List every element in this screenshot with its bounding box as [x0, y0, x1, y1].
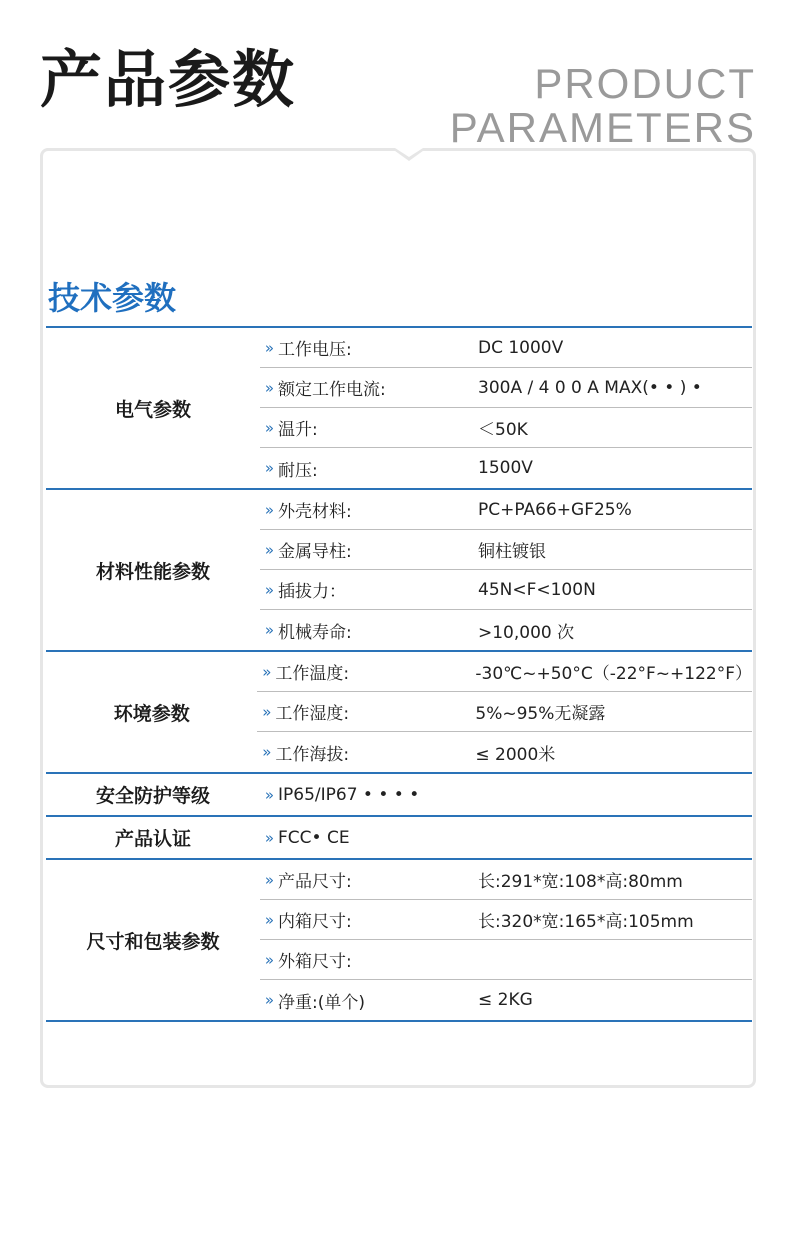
- spec-group: [46, 774, 752, 817]
- spec-row: [260, 610, 752, 650]
- spec-value: 5%~95%无凝露: [475, 704, 606, 724]
- spec-value: PC+PA66+GF25%: [478, 499, 632, 520]
- spec-group: [46, 328, 752, 490]
- spec-row: [260, 328, 752, 368]
- double-chevron-icon: »: [264, 459, 274, 477]
- spec-group-label: 环境参数: [113, 702, 190, 725]
- spec-row: [260, 900, 752, 940]
- double-chevron-icon: »: [264, 580, 274, 599]
- spec-group: [46, 490, 752, 652]
- spec-key: 温升:: [278, 420, 318, 440]
- page-title-english: [396, 62, 756, 148]
- spec-table: [46, 326, 752, 1022]
- spec-group-label: 材料性能参数: [95, 560, 210, 583]
- double-chevron-icon: »: [264, 870, 274, 889]
- spec-row: [257, 652, 752, 692]
- double-chevron-icon: »: [264, 338, 274, 357]
- spec-value: 铜柱镀银: [478, 542, 546, 562]
- spec-row: [260, 980, 752, 1020]
- double-chevron-icon: »: [264, 785, 274, 804]
- spec-key: 额定工作电流:: [278, 380, 386, 400]
- spec-row: [257, 692, 752, 732]
- spec-value: FCC• CE: [278, 827, 350, 848]
- spec-key: 插拔力：: [278, 582, 346, 602]
- spec-key: 外箱尺寸:: [278, 952, 352, 972]
- spec-value: -30℃~+50°C（-22°F~+122°F）: [475, 664, 752, 684]
- spec-value: IP65/IP67 • • • •: [278, 784, 420, 805]
- double-chevron-icon: »: [264, 828, 274, 847]
- spec-group-label: 安全防护等级: [95, 785, 210, 807]
- double-chevron-icon: »: [262, 702, 272, 721]
- spec-group: [46, 860, 752, 1022]
- spec-row: [260, 530, 752, 570]
- spec-group-label: 尺寸和包装参数: [86, 930, 220, 953]
- spec-key: 工作温度:: [275, 664, 350, 684]
- title-en-line1: PRODUCT: [534, 62, 756, 107]
- spec-value: 长:320*宽:165*高:105mm: [478, 912, 694, 932]
- spec-key: 净重:(单个): [278, 992, 365, 1013]
- notch-pointer-icon: [391, 148, 427, 162]
- spec-value: 1500V: [478, 458, 533, 478]
- spec-row: [260, 774, 752, 815]
- double-chevron-icon: »: [264, 950, 274, 969]
- double-chevron-icon: »: [264, 500, 274, 519]
- double-chevron-icon: »: [264, 621, 274, 639]
- spec-rows: [257, 652, 752, 772]
- spec-value: ≤ 2000米: [475, 744, 556, 765]
- double-chevron-icon: »: [262, 743, 272, 761]
- double-chevron-icon: »: [262, 662, 272, 681]
- spec-rows: [260, 490, 752, 650]
- spec-group: [46, 817, 752, 860]
- spec-rows: [260, 774, 752, 815]
- spec-row: [260, 368, 752, 408]
- double-chevron-icon: »: [264, 418, 274, 437]
- spec-key: 工作电压:: [278, 340, 352, 360]
- spec-key: 机械寿命:: [278, 622, 352, 643]
- spec-key: 工作海拔:: [275, 744, 350, 765]
- spec-value: ≤ 2KG: [478, 990, 533, 1010]
- spec-key: 外壳材料:: [278, 502, 352, 522]
- spec-rows: [260, 817, 752, 858]
- double-chevron-icon: »: [264, 910, 274, 929]
- spec-group-label: 产品认证: [114, 828, 191, 850]
- spec-key: 内箱尺寸:: [278, 912, 352, 932]
- spec-row: [257, 732, 752, 772]
- spec-row: [260, 860, 752, 900]
- spec-key: 耐压:: [278, 460, 318, 481]
- spec-value: 45N<F<100N: [478, 579, 596, 600]
- spec-group-label: 电气参数: [114, 398, 191, 421]
- spec-row: [260, 570, 752, 610]
- double-chevron-icon: »: [264, 540, 274, 559]
- section-title: 技术参数: [48, 279, 177, 317]
- spec-row: [260, 817, 752, 858]
- double-chevron-icon: »: [264, 378, 274, 397]
- spec-group: [46, 652, 752, 774]
- spec-rows: [260, 328, 752, 488]
- spec-key: 工作湿度:: [275, 704, 350, 724]
- page-title: 产品参数: [40, 43, 297, 116]
- spec-value: 300A / 4 0 0 A MAX(• • ) •: [478, 377, 702, 398]
- spec-value: >10,000 次: [478, 622, 575, 643]
- spec-value: DC 1000V: [478, 337, 564, 358]
- spec-row: [260, 448, 752, 488]
- spec-row: [260, 408, 752, 448]
- spec-key: 金属导柱:: [278, 542, 352, 562]
- spec-row: [260, 940, 752, 980]
- spec-value: 长:291*宽:108*高:80mm: [478, 872, 683, 892]
- spec-rows: [260, 860, 752, 1020]
- spec-row: [260, 490, 752, 530]
- spec-key: 产品尺寸:: [278, 872, 352, 892]
- title-en-line2: PARAMETERS: [449, 104, 756, 148]
- double-chevron-icon: »: [264, 991, 274, 1009]
- spec-value: ＜50K: [478, 420, 528, 440]
